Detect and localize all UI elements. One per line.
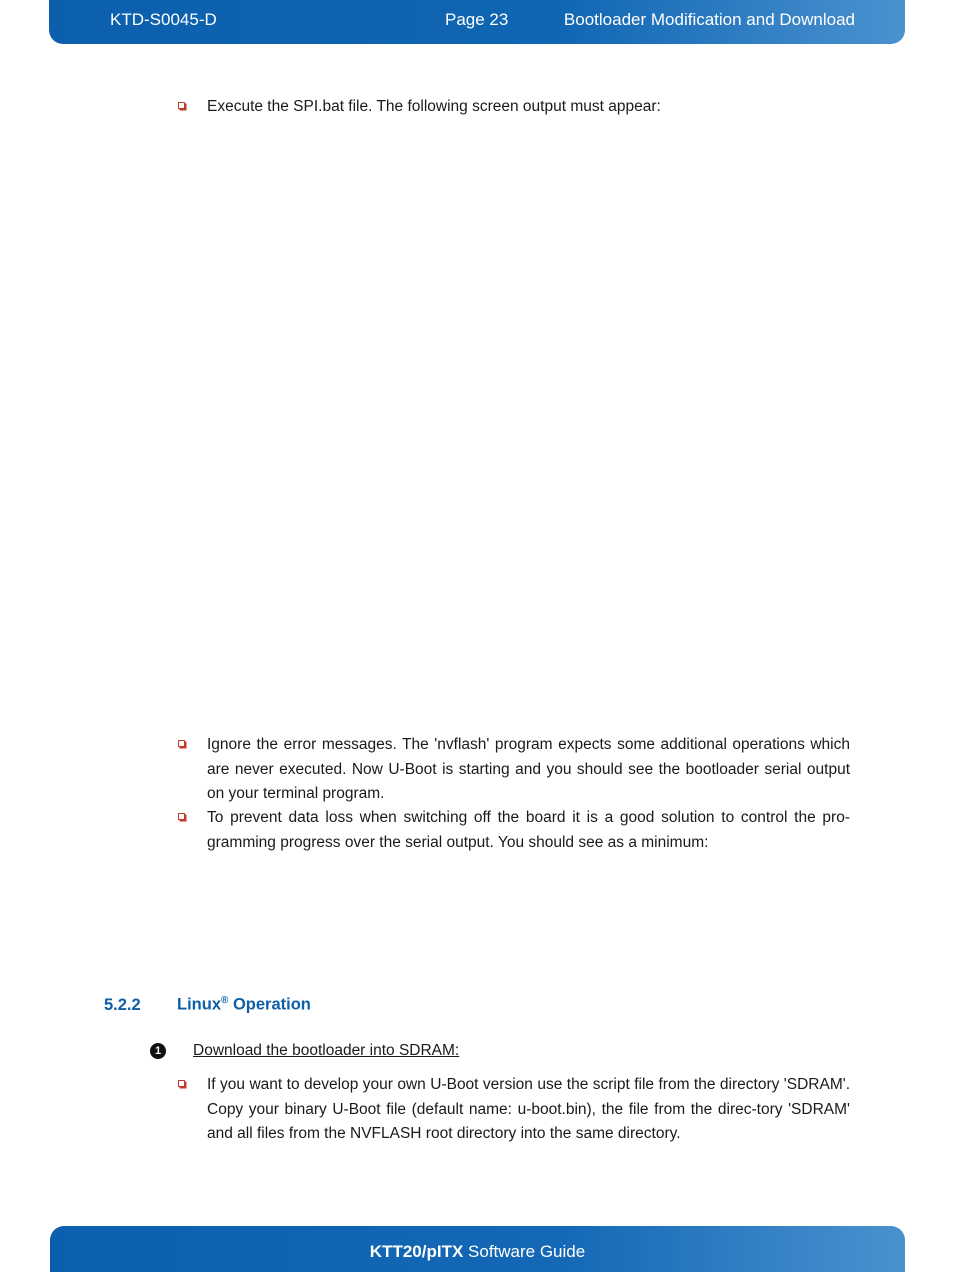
list-item xyxy=(178,1073,850,1147)
section-title: Bootloader Modification and Download xyxy=(563,10,855,29)
step-number-icon: 1 xyxy=(150,1043,166,1059)
footer-title: Software Guide xyxy=(463,1242,586,1261)
list-item-text: To prevent data loss when switching off the board it is a good solution to control the pro-gramming progress over the serial output. You should see as a minimum: xyxy=(207,809,850,851)
numbered-step xyxy=(150,1042,459,1060)
page-header xyxy=(49,0,905,44)
page-number: Page 23 xyxy=(445,10,509,29)
section-number: 5.2.2 xyxy=(104,995,141,1014)
checkbox-bullet-icon xyxy=(178,1080,185,1087)
section-heading-title-rest: Operation xyxy=(228,995,311,1014)
footer-product: KTT20/pITX xyxy=(369,1242,464,1261)
checkbox-bullet-icon xyxy=(178,102,185,109)
section-heading xyxy=(104,995,311,1015)
list-item-text: If you want to develop your own U-Boot version use the script file from the directory 'SDRAM'. Copy your binary U-Boot file (default name: u-boot.bin), the file from the direc-tory 'SDRAM' and all files from the NVFLASH root directory into the same directory. xyxy=(207,1076,850,1142)
list-item-text: Execute the SPI.bat file. The following screen output must appear: xyxy=(207,98,661,115)
list-item-text: Ignore the error messages. The 'nvflash' program expects some additional operations which are never executed. Now U-Boot is starting and you should see the bootloader serial output on your terminal program. xyxy=(207,736,850,802)
page-footer xyxy=(50,1226,905,1272)
checkbox-bullet-icon xyxy=(178,813,185,820)
step-label: Download the bootloader into SDRAM: xyxy=(193,1042,460,1059)
list-item xyxy=(178,733,850,807)
section-heading-title: Linux xyxy=(177,995,221,1014)
checkbox-bullet-icon xyxy=(178,740,185,747)
registered-mark: ® xyxy=(221,995,229,1006)
document-id: KTD-S0045-D xyxy=(110,10,217,29)
list-item xyxy=(178,806,850,855)
list-item xyxy=(178,95,850,120)
